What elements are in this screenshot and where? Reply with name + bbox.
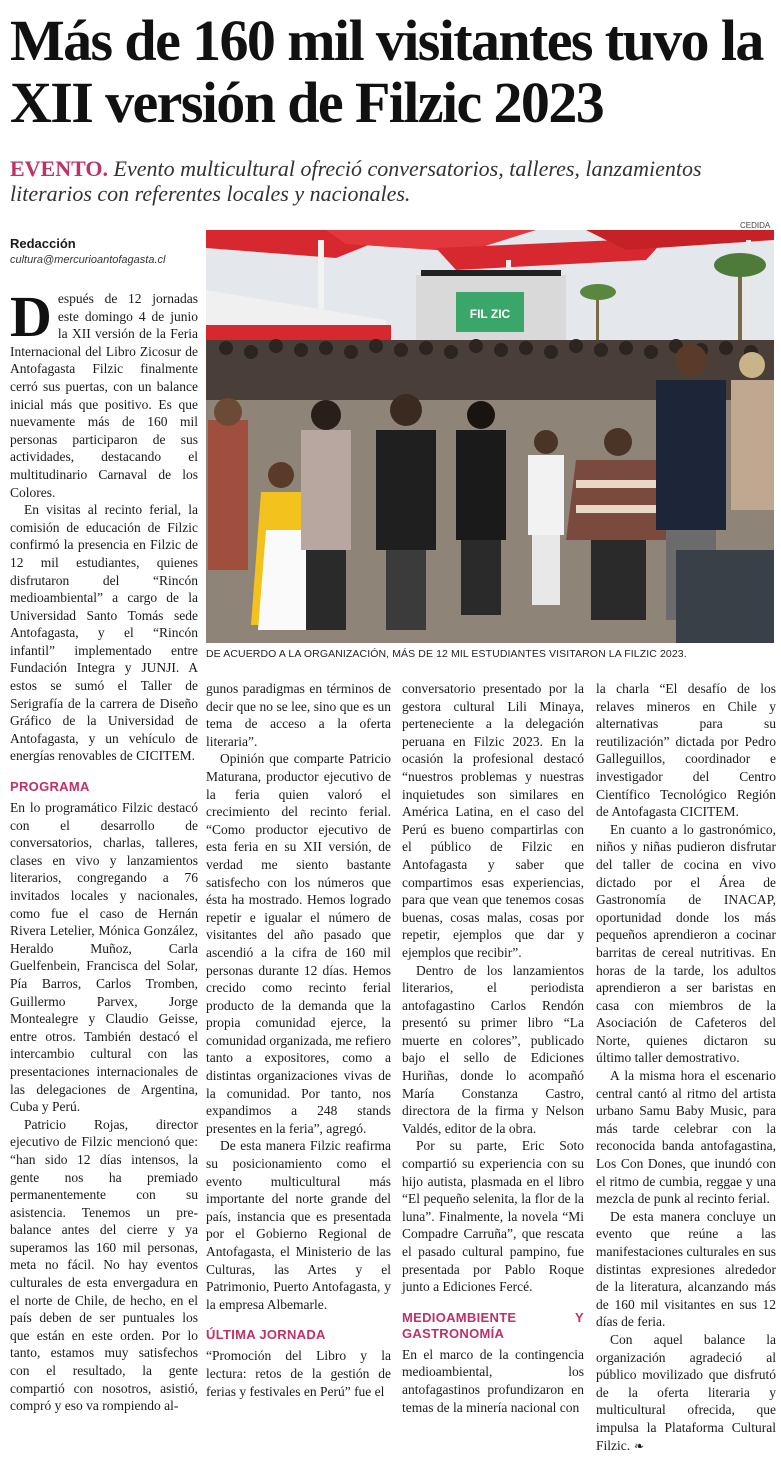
paragraph: Dentro de los lanzamientos literarios, el periodista antofagastino Carlos Rendón presentó su primer libro “La muerte en colores”, publicado bajo el sello de Ediciones Huriñas, donde lo acompañó María Constanza Castro, directora de la firma y Nelson Valdés, editor de la obra. — [402, 962, 584, 1136]
paragraph: A la misma hora el escenario central cantó al ritmo del artista urbano Samu Baby Music, para más tarde celebrar con la reconocida banda antofagastina, Los Con Dones, que inundó con el ritmo de cumbia, reggae y una mezcla de punk al recinto ferial. — [596, 1068, 776, 1207]
paragraph: En cuanto a lo gastronómico, niños y niñas pudieron disfrutar del taller de cocina en vivo dictado por el Área de Gastronomía de INACAP, oportunidad donde los más pequeños aprendieron a cocinar barritas de cereal nutritivas. En horas de la tarde, los adultos aprendieron a ser baristas en casa con miembros de la Asociación de Cafeteros del Norte, quienes dictaron su último taller demostrativo. — [596, 821, 776, 1066]
paragraph: En el marco de la contingencia medioambiental, los antofagastinos profundizaron en temas de la minería nacional con — [402, 1346, 584, 1415]
photo-credit: CEDIDA — [740, 221, 771, 230]
paragraph: En visitas al recinto ferial, la comisión de educación de Filzic confirmó la presencia en Filzic de 12 mil estudiantes, quienes disfrutaron del “Rincón medioambiental” a cargo de la Universidad Santo Tomás sede Antofagasta, y el “Rincón infantil” implementado entre Fundación Integra y JUNJI. A estos se sumó el Taller de Serigrafía de la carrera de Diseño Gráfico de la Universidad de Antofagasta, y un vehículo de energías renovables de CICITEM. — [10, 502, 198, 764]
event-photo — [206, 230, 774, 643]
section-heading-medioambiente: MEDIOAMBIENTE Y GASTRONOMÍA — [402, 1309, 584, 1341]
paragraph: Patricio Rojas, director ejecutivo de Filzic mencionó que: “han sido 12 días intensos, la gente nos ha premiado permanentemente con su asistencia. Tenemos un pre-balance antes del cierre y ya superamos las 160 mil personas, meta no fácil. No hay eventos culturales de esta envergadura en el norte de Chile, de hecho, en el país deben de ser puntuales los que están en este orden. Por lo tanto, estamos muy satisfechos con el resultado, la gente compartió con nosotros, asistió, compró y eso va rompiendo al- — [10, 1116, 198, 1414]
paragraph: “Promoción del Libro y la lectura: retos de la gestión de ferias y festivales en Perú” fue el — [206, 1348, 391, 1399]
paragraph: Opinión que comparte Patricio Maturana, productor ejecutivo de la feria quien valoró el crecimiento del recinto ferial. “Como productor ejecutivo de esta feria en su XII versión, de verdad me siento bastante satisfecho con los números que ésta ha mostrado. Hemos logrado repetir e igualar el número de visitantes del año pasado que ascendió a la cifra de 160 mil personas durante 12 días. Hemos crecido como recinto ferial producto de la demanda que la propia comunidad ejerce, la comunidad organizada, me refiero tanto a expositores, como a distintas organizaciones vivas de la comunidad. Por tanto, nos expandimos a 248 stands presentes en la feria”, agregó. — [206, 751, 391, 1136]
headline: Más de 160 mil visitantes tuvo la XII versión de Filzic 2023 — [10, 8, 763, 135]
paragraph: conversatorio presentado por la gestora cultural Lili Minaya, perteneciente a la delegación peruana en Filzic 2023. En la ocasión la profesional destacó “nuestros problemas y nuestras inquietudes son similares en América Latina, en el caso del Perú es bueno compartirlas con el público de Filzic en Antofagasta y saber que compartimos esas experiencias, para que vean que tenemos cosas buenas, cosas malas, cosas por repetir, ejemplos que dar y ejemplos que recibir”. — [402, 681, 584, 960]
crowd-scene-illustration — [206, 230, 774, 643]
article-column-2 — [206, 680, 391, 1400]
deck — [10, 156, 775, 206]
paragraph: De esta manera Filzic reafirma su posicionamiento como el evento multicultural más importante del norte grande del país, instancia que es presentada por el Gobierno Regional de Antofagasta, el Ministerio de las Culturas, las Artes y el Patrimonio, Puerto Antofagasta, y la empresa Albemarle. — [206, 1138, 391, 1312]
byline-author: Redacción — [10, 236, 76, 251]
section-heading-ultima-jornada: ÚLTIMA JORNADA — [206, 1327, 326, 1343]
paragraph: la charla “El desafío de los relaves mineros en Chile y alternativas para su reutilización” dictada por Pedro Galleguillos, coordinador e investigador del Centro Científico Tecnológico Región de Antofagasta CICITEM. — [596, 681, 776, 820]
stage-sign: FIL ZIC — [469, 307, 511, 321]
article-column-4 — [596, 680, 776, 1455]
end-mark-icon: ❧ — [634, 1438, 645, 1453]
paragraph: Después de 12 jornadas este domingo 4 de junio la XII versión de la Feria Internacional del Libro Zicosur de Antofagasta Filzic finalmente cerró sus puertas, con un balance inicial más que positivo. Es que nuevamente más de 160 mil personas participaron de sus actividades, destacando el multitudinario Carnaval de los Colores. — [10, 284, 198, 500]
deck-kicker: EVENTO. — [10, 156, 109, 181]
byline-email[interactable]: cultura@mercurioantofagasta.cl — [10, 254, 166, 266]
article-column-1 — [10, 284, 198, 1415]
photo-caption: DE ACUERDO A LA ORGANIZACIÓN, MÁS DE 12 MIL ESTUDIANTES VISITARON LA FILZIC 2023. — [206, 648, 687, 660]
drop-cap: D — [10, 284, 52, 349]
byline — [10, 236, 200, 266]
article-column-3 — [402, 680, 584, 1416]
paragraph: En lo programático Filzic destacó con el desarrollo de conversatorios, charlas, talleres, clases en vivo y lanzamientos literarios, congregando a 76 invitados locales y nacionales, como fue el caso de Hernán Rivera Letelier, Mónica González, Heraldo Muñoz, Carla Guelfenbein, Francisca del Solar, Pía Barros, Carlos Tromben, Guillermo Parvex, Jorge Montealegre y Claudio Geisse, entre otros. También destacó el intercambio cultural con las presentaciones internacionales de las delegaciones de Argentina, Cuba y Perú. — [10, 800, 198, 1115]
paragraph: De esta manera concluye un evento que reúne a las manifestaciones culturales en sus distintas expresiones alrededor de la literatura, alcanzando más de 160 mil visitantes en sus 12 días de feria. — [596, 1208, 776, 1330]
paragraph: gunos paradigmas en términos de decir que no se lee, sino que es un tema de acceso a la oferta literaria”. — [206, 681, 391, 749]
deck-text: Evento multicultural ofreció conversatorios, talleres, lanzamientos literarios con referentes locales y nacionales. — [10, 156, 702, 206]
section-heading-programa: PROGRAMA — [10, 779, 90, 795]
paragraph: Con aquel balance la organización agradeció al público movilizado que disfrutó de la oferta literaria y multicultural ofrecida, que impulsa la Plataforma Cultural Filzic. ❧ — [596, 1331, 776, 1453]
paragraph: Por su parte, Eric Soto compartió su experiencia con su hijo autista, plasmada en el libro “El pequeño selenita, la flor de la luna”. Finalmente, la novela “Mi Compadre Carruña”, que rescata el pasado cultural pampino, fue presentada por Pablo Roque junto a Ediciones Fercé. — [402, 1138, 584, 1295]
